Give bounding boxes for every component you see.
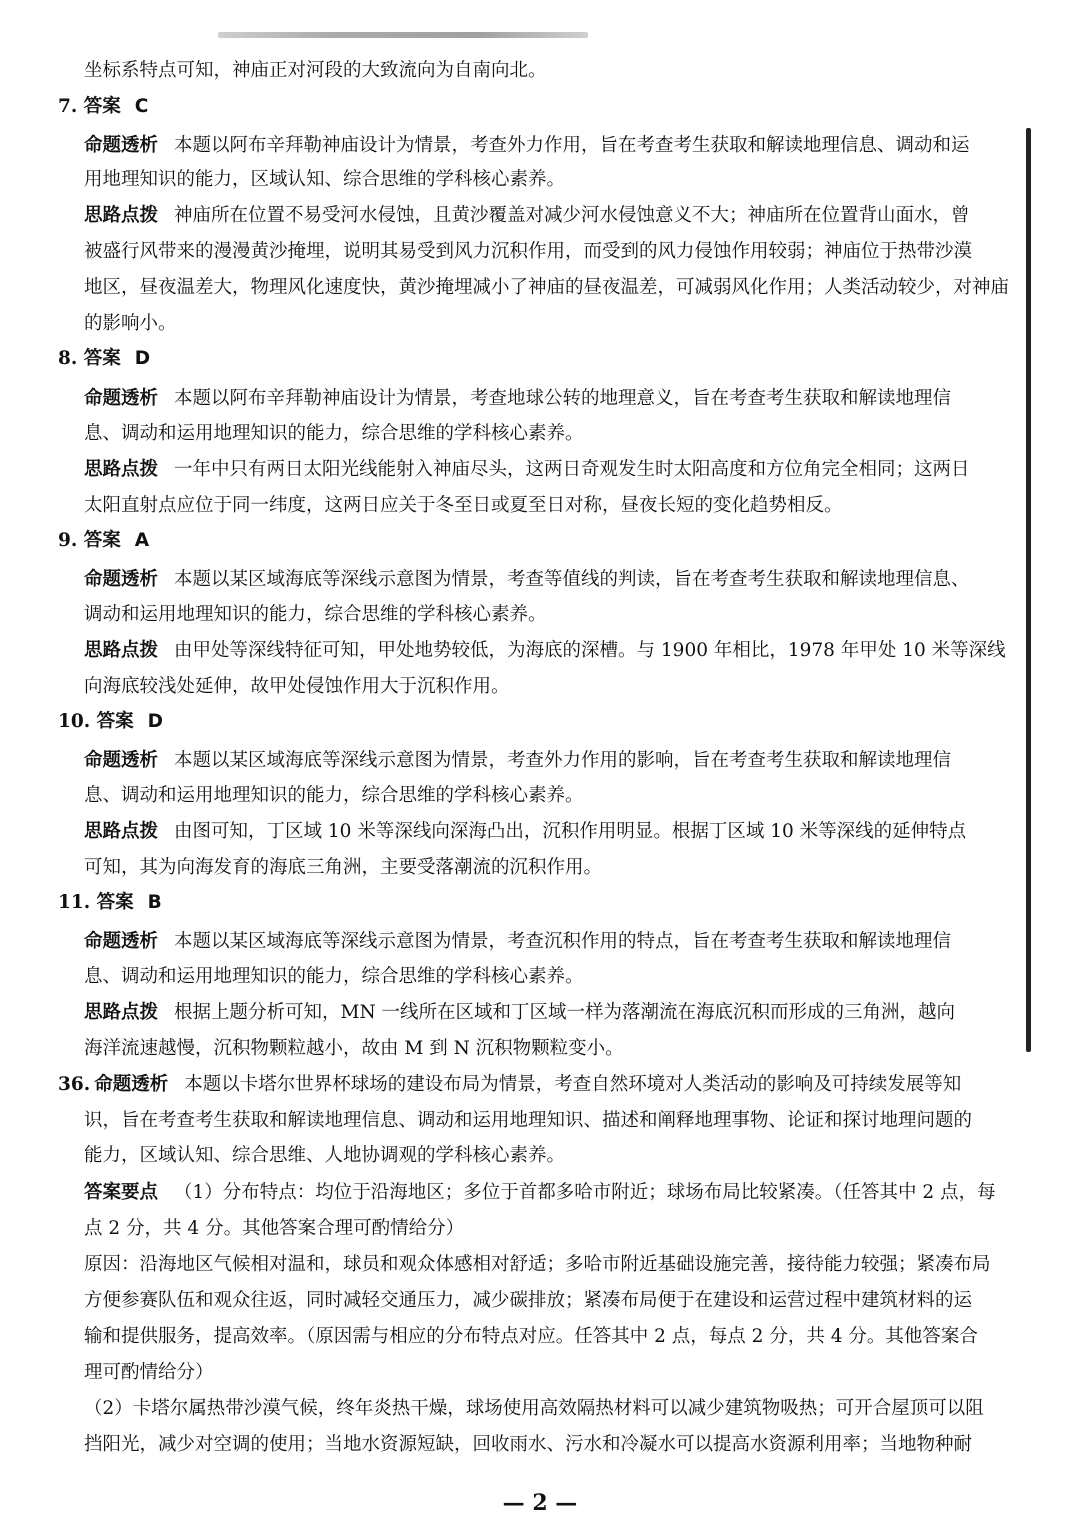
q8-number: 8. 答案 bbox=[58, 348, 121, 369]
q9-hint-line bbox=[84, 636, 1006, 666]
q36-reason-text-2: 方便参赛队伍和观众往返，同时减轻交通压力，减少碳排放；紧凑布局便于在建设和运营过程中建筑材料的运 bbox=[84, 1290, 973, 1311]
q9-number: 9. 答案 bbox=[58, 530, 121, 551]
q9-hint-label: 思路点拨 bbox=[84, 640, 159, 661]
page-number: — 2 — bbox=[502, 1490, 578, 1516]
q36-part2-text-1: （2）卡塔尔属热带沙漠气候，终年炎热干燥，球场使用高效隔热材料可以减少建筑物吸热；可开合屋顶可以阻 bbox=[84, 1398, 984, 1419]
q36-heading-line bbox=[58, 1070, 961, 1100]
q11-analysis-text-1: 本题以某区域海底等深线示意图为情景，考查沉积作用的特点，旨在考查考生获取和解读地理信 bbox=[174, 931, 952, 952]
q7-hint-text-2: 被盛行风带来的漫漫黄沙掩埋，说明其易受到风力沉积作用，而受到的风力侵蚀作用较弱；神庙位于热带沙漠 bbox=[84, 241, 973, 262]
q11-answer: B bbox=[147, 892, 162, 913]
q10-hint-text-1: 由图可知，丁区域 10 米等深线向深海凸出，沉积作用明显。根据丁区域 10 米等深线的延伸特点 bbox=[174, 821, 967, 842]
q8-answer: D bbox=[134, 348, 151, 369]
q36-analysis-text-2: 识，旨在考查考生获取和解读地理信息、调动和运用地理知识、描述和阐释地理事物、论证和探讨地理问题的 bbox=[84, 1110, 973, 1131]
q36-key-text-1: （1）分布特点：均位于沿海地区；多位于首都多哈市附近；球场布局比较紧凑。（任答其中 2 点，每 bbox=[174, 1182, 996, 1203]
q36-key-line bbox=[84, 1178, 996, 1208]
q36-analysis-text-1: 本题以卡塔尔世界杯球场的建设布局为情景，考查自然环境对人类活动的影响及可持续发展等知 bbox=[184, 1074, 962, 1095]
q36-key-label: 答案要点 bbox=[84, 1182, 159, 1203]
q10-number: 10. 答案 bbox=[58, 711, 134, 732]
q7-number: 7. 答案 bbox=[58, 96, 121, 117]
q7-analysis-label: 命题透析 bbox=[84, 135, 159, 156]
q8-hint-text-2: 太阳直射点应位于同一纬度，这两日应关于冬至日或夏至日对称，昼夜长短的变化趋势相反。 bbox=[84, 495, 843, 516]
q8-hint-text-1: 一年中只有两日太阳光线能射入神庙尽头，这两日奇观发生时太阳高度和方位角完全相同；这两日 bbox=[174, 459, 970, 480]
q9-hint-text-1: 由甲处等深线特征可知，甲处地势较低，为海底的深槽。与 1900 年相比，1978 年甲处 10 米等深线 bbox=[174, 640, 1006, 661]
header-line: 坐标系特点可知，神庙正对河段的大致流向为自南向北。 bbox=[84, 60, 547, 81]
q36-number: 36. bbox=[58, 1074, 91, 1095]
q9-analysis-line bbox=[84, 565, 970, 595]
q11-hint-text-2: 海洋流速越慢，沉积物颗粒越小，故由 M 到 N 沉积物颗粒变小。 bbox=[84, 1038, 624, 1059]
q8-hint-label: 思路点拨 bbox=[84, 459, 159, 480]
q11-hint-text-1: 根据上题分析可知，MN 一线所在区域和丁区域一样为落潮流在海底沉积而形成的三角洲，越向 bbox=[174, 1002, 956, 1023]
q8-analysis-text-1: 本题以阿布辛拜勒神庙设计为情景，考查地球公转的地理意义，旨在考查考生获取和解读地理信 bbox=[174, 388, 952, 409]
q10-analysis-text-1: 本题以某区域海底等深线示意图为情景，考查外力作用的影响，旨在考查考生获取和解读地理信 bbox=[174, 750, 952, 771]
q7-analysis-text-2: 用地理知识的能力，区域认知、综合思维的学科核心素养。 bbox=[84, 169, 566, 190]
q9-analysis-text-1: 本题以某区域海底等深线示意图为情景，考查等值线的判读，旨在考查考生获取和解读地理信息、 bbox=[174, 569, 970, 590]
q7-hint-text-1: 神庙所在位置不易受河水侵蚀，且黄沙覆盖对减少河水侵蚀意义不大；神庙所在位置背山面水，曾 bbox=[174, 205, 970, 226]
q10-heading bbox=[58, 707, 163, 737]
q9-answer: A bbox=[134, 530, 150, 551]
q7-heading bbox=[58, 92, 148, 122]
q11-number: 11. 答案 bbox=[58, 892, 134, 913]
q8-analysis-text-2: 息、调动和运用地理知识的能力，综合思维的学科核心素养。 bbox=[84, 423, 584, 444]
q11-heading bbox=[58, 888, 162, 918]
q9-hint-text-2: 向海底较浅处延伸，故甲处侵蚀作用大于沉积作用。 bbox=[84, 676, 510, 697]
q11-analysis-text-2: 息、调动和运用地理知识的能力，综合思维的学科核心素养。 bbox=[84, 966, 584, 987]
q7-answer: C bbox=[134, 96, 149, 117]
q7-analysis-line bbox=[84, 131, 970, 161]
q36-reason-text-1: 原因：沿海地区气候相对温和，球员和观众体感相对舒适；多哈市附近基础设施完善，接待能力较强；紧凑布局 bbox=[84, 1254, 991, 1275]
q9-heading bbox=[58, 526, 149, 556]
q10-hint-line bbox=[84, 817, 966, 847]
q7-hint-text-4: 的影响小。 bbox=[84, 313, 177, 334]
q36-reason-text-3: 输和提供服务，提高效率。（原因需与相应的分布特点对应。任答其中 2 点，每点 2 分，共 4 分。其他答案合 bbox=[84, 1326, 978, 1347]
scan-edge-bar bbox=[1026, 128, 1031, 1052]
q8-heading bbox=[58, 344, 150, 374]
q9-analysis-text-2: 调动和运用地理知识的能力，综合思维的学科核心素养。 bbox=[84, 604, 547, 625]
scan-artifact bbox=[218, 32, 588, 38]
q8-analysis-line bbox=[84, 384, 951, 414]
q8-analysis-label: 命题透析 bbox=[84, 388, 159, 409]
q10-hint-label: 思路点拨 bbox=[84, 821, 159, 842]
q36-analysis-label: 命题透析 bbox=[94, 1074, 169, 1095]
q11-analysis-line bbox=[84, 927, 951, 957]
q11-hint-line bbox=[84, 998, 955, 1028]
q7-hint-text-3: 地区，昼夜温差大，物理风化速度快，黄沙掩埋减小了神庙的昼夜温差，可减弱风化作用；人类活动较少，对神庙 bbox=[84, 277, 1010, 298]
q7-hint-label: 思路点拨 bbox=[84, 205, 159, 226]
q36-analysis-text-3: 能力，区域认知、综合思维、人地协调观的学科核心素养。 bbox=[84, 1145, 566, 1166]
q11-hint-label: 思路点拨 bbox=[84, 1002, 159, 1023]
q9-analysis-label: 命题透析 bbox=[84, 569, 159, 590]
q36-key-text-2: 点 2 分，共 4 分。其他答案合理可酌情给分） bbox=[84, 1218, 465, 1239]
q11-analysis-label: 命题透析 bbox=[84, 931, 159, 952]
q8-hint-line bbox=[84, 455, 970, 485]
q7-analysis-text-1: 本题以阿布辛拜勒神庙设计为情景，考查外力作用，旨在考查考生获取和解读地理信息、调动和运 bbox=[174, 135, 970, 156]
q10-answer: D bbox=[147, 711, 163, 732]
q7-hint-line bbox=[84, 201, 970, 231]
q36-reason-text-4: 理可酌情给分） bbox=[84, 1362, 214, 1383]
q10-analysis-label: 命题透析 bbox=[84, 750, 159, 771]
q10-analysis-text-2: 息、调动和运用地理知识的能力，综合思维的学科核心素养。 bbox=[84, 785, 584, 806]
q36-part2-text-2: 挡阳光，减少对空调的使用；当地水资源短缺，回收雨水、污水和冷凝水可以提高水资源利用率；当地物种耐 bbox=[84, 1434, 973, 1455]
q10-hint-text-2: 可知，其为向海发育的海底三角洲，主要受落潮流的沉积作用。 bbox=[84, 857, 603, 878]
q10-analysis-line bbox=[84, 746, 951, 776]
